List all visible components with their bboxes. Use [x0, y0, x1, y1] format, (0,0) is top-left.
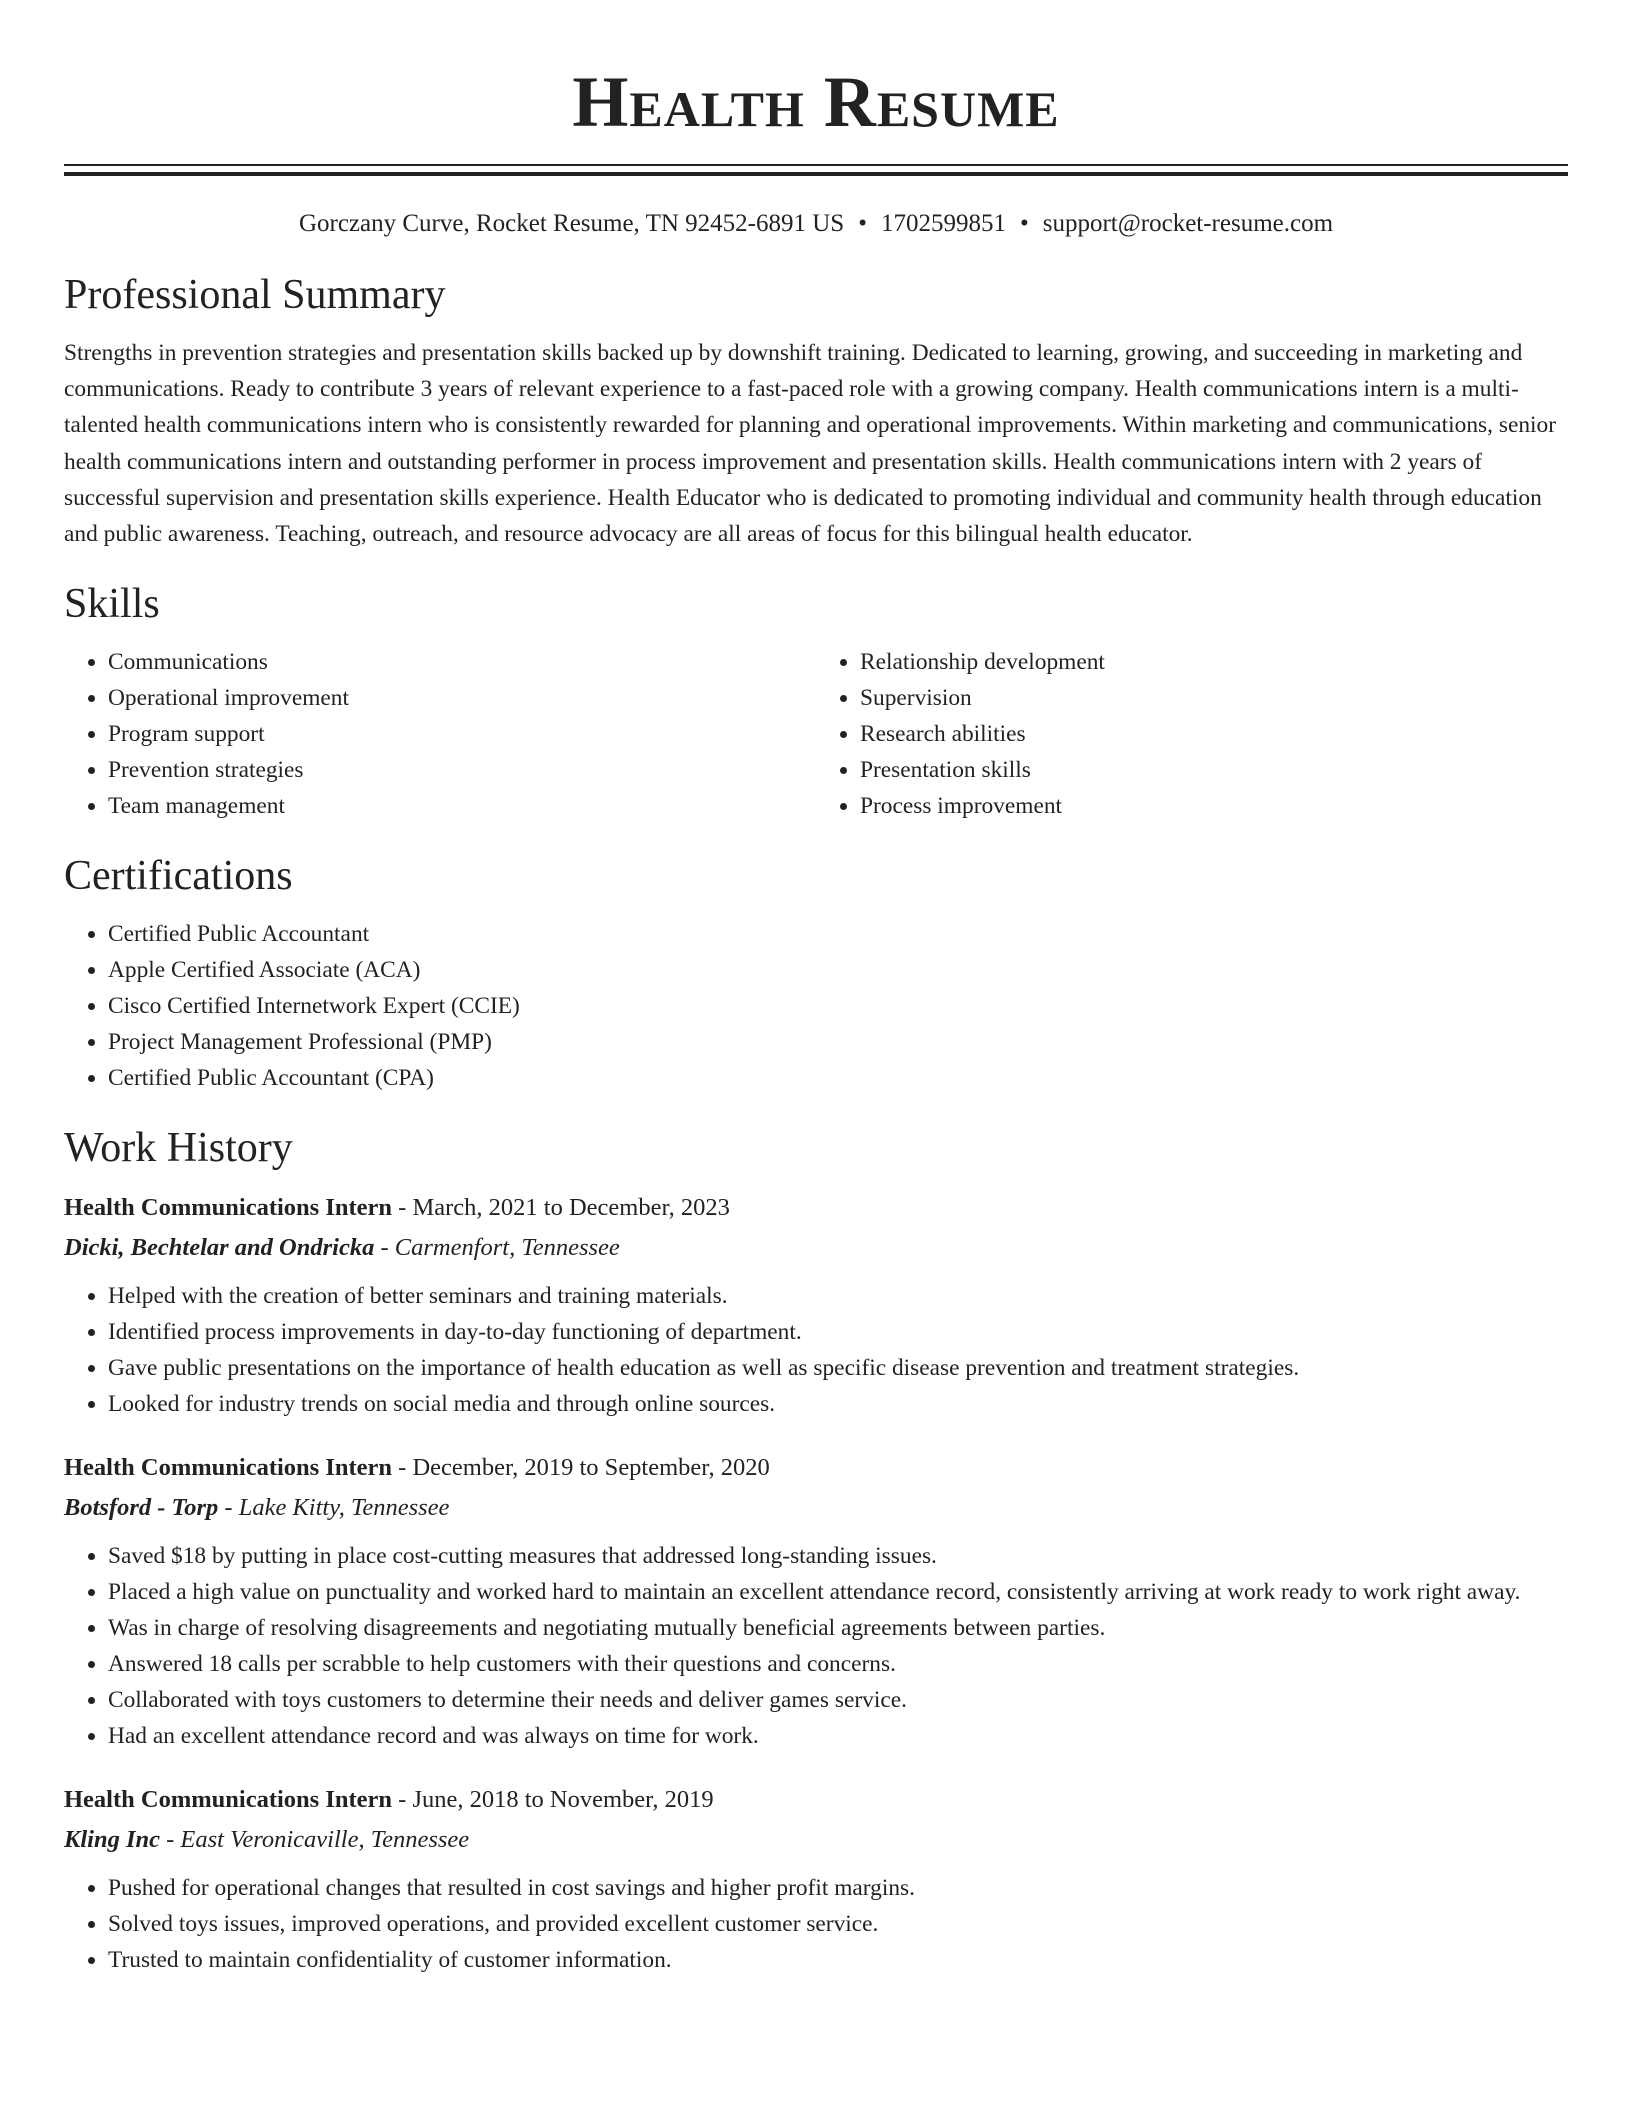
- resume-page: [64, 0, 1568, 1978]
- skill-item: • Presentation skills: [860, 752, 1568, 788]
- job-bullets: [64, 1278, 1568, 1422]
- job-bullet: • Collaborated with toys customers to determine their needs and deliver games service.: [108, 1682, 1568, 1718]
- job-title: Health Communications Intern: [64, 1454, 393, 1482]
- job-company-line: [64, 1488, 1568, 1528]
- title-rule-thick: [64, 172, 1568, 176]
- job-dates: - December, 2019 to September, 2020: [398, 1454, 770, 1482]
- skills-list-right: [816, 644, 1568, 824]
- job-bullet: • Helped with the creation of better seminars and training materials.: [108, 1278, 1568, 1314]
- skill-item: • Supervision: [860, 680, 1568, 716]
- job-entry: [64, 1448, 1568, 1754]
- job-bullet: • Gave public presentations on the importance of health education as well as specific disease prevention and treatment strategies.: [108, 1350, 1568, 1386]
- skills-list-left: [64, 644, 816, 824]
- certification-item: • Certified Public Accountant (CPA): [108, 1060, 1568, 1096]
- certification-item: • Apple Certified Associate (ACA): [108, 952, 1568, 988]
- certification-item: • Certified Public Accountant: [108, 916, 1568, 952]
- job-location: - East Veronicaville, Tennessee: [166, 1826, 470, 1854]
- contact-address: Gorczany Curve, Rocket Resume, TN 92452-6891 US: [298, 210, 845, 237]
- certifications-list: [64, 916, 1568, 1096]
- skill-item: • Program support: [108, 716, 816, 752]
- job-bullet: • Was in charge of resolving disagreements and negotiating mutually beneficial agreements between parties.: [108, 1610, 1568, 1646]
- job-entry: [64, 1780, 1568, 1978]
- summary-heading: Professional Summary: [64, 272, 446, 318]
- job-entry: [64, 1188, 1568, 1422]
- job-bullet: • Trusted to maintain confidentiality of customer information.: [108, 1942, 1568, 1978]
- resume-title: Health Resume: [572, 62, 1060, 142]
- certifications-heading: Certifications: [64, 853, 293, 900]
- skill-item: • Relationship development: [860, 644, 1568, 680]
- job-bullets: [64, 1538, 1568, 1754]
- skills-columns: [64, 644, 1568, 824]
- job-title-line: [64, 1448, 1568, 1488]
- skill-item: • Team management: [108, 788, 816, 824]
- job-company: Botsford - Torp: [64, 1494, 219, 1522]
- contact-line: [64, 207, 1568, 241]
- title-rule-thin: [64, 164, 1568, 166]
- job-company-line: [64, 1228, 1568, 1268]
- contact-separator: •: [1019, 210, 1029, 237]
- skill-item: • Process improvement: [860, 788, 1568, 824]
- job-bullet: • Looked for industry trends on social media and through online sources.: [108, 1386, 1568, 1422]
- skill-item: • Prevention strategies: [108, 752, 816, 788]
- job-company-line: [64, 1820, 1568, 1860]
- job-location: - Carmenfort, Tennessee: [380, 1234, 620, 1262]
- work-history-heading: Work History: [64, 1125, 293, 1172]
- contact-separator: •: [858, 210, 867, 237]
- certification-item: • Cisco Certified Internetwork Expert (CCIE): [108, 988, 1568, 1024]
- job-title: Health Communications Intern: [64, 1194, 393, 1222]
- job-dates: - June, 2018 to November, 2019: [398, 1786, 714, 1814]
- job-title-line: [64, 1780, 1568, 1820]
- contact-email: support@rocket-resume.com: [1042, 210, 1334, 237]
- contact-phone: 1702599851: [880, 210, 1006, 237]
- job-bullet: • Had an excellent attendance record and was always on time for work.: [108, 1718, 1568, 1754]
- job-title: Health Communications Intern: [64, 1786, 393, 1814]
- job-bullet: • Placed a high value on punctuality and worked hard to maintain an excellent attendance record, consistently arriving at work ready to work right away.: [108, 1574, 1568, 1610]
- job-company: Kling Inc: [64, 1826, 160, 1854]
- skills-heading: Skills: [64, 581, 160, 628]
- job-bullet: • Answered 18 calls per scrabble to help customers with their questions and concerns.: [108, 1646, 1568, 1682]
- certification-item: • Project Management Professional (PMP): [108, 1024, 1568, 1060]
- summary-text: Strengths in prevention strategies and presentation skills backed up by downshift training. Dedicated to learning, growing, and succeeding in marketing and communications. Ready to contribute 3 years of relevant experience to a fast-paced role with a growing company. Health communications intern is a multi-talented health communications intern who is consistently rewarded for planning and operational improvements. Within marketing and communications, senior health communications intern and outstanding performer in process improvement and presentation skills. Health communications intern with 2 years of successful supervision and presentation skills experience. Health Educator who is dedicated to promoting individual and community health through education and public awareness. Teaching, outreach, and resource advocacy are all areas of focus for this bilingual health educator.: [64, 340, 1557, 548]
- job-bullet: • Saved $18 by putting in place cost-cutting measures that addressed long-standing issues.: [108, 1538, 1568, 1574]
- skill-item: • Research abilities: [860, 716, 1568, 752]
- job-bullet: • Solved toys issues, improved operations, and provided excellent customer service.: [108, 1906, 1568, 1942]
- job-company: Dicki, Bechtelar and Ondricka: [64, 1234, 375, 1262]
- skill-item: • Operational improvement: [108, 680, 816, 716]
- job-title-line: [64, 1188, 1568, 1228]
- job-bullets: [64, 1870, 1568, 1978]
- job-bullet: • Pushed for operational changes that resulted in cost savings and higher profit margins.: [108, 1870, 1568, 1906]
- skill-item: • Communications: [108, 644, 816, 680]
- job-location: - Lake Kitty, Tennessee: [224, 1494, 450, 1522]
- job-bullet: • Identified process improvements in day-to-day functioning of department.: [108, 1314, 1568, 1350]
- job-dates: - March, 2021 to December, 2023: [398, 1194, 730, 1222]
